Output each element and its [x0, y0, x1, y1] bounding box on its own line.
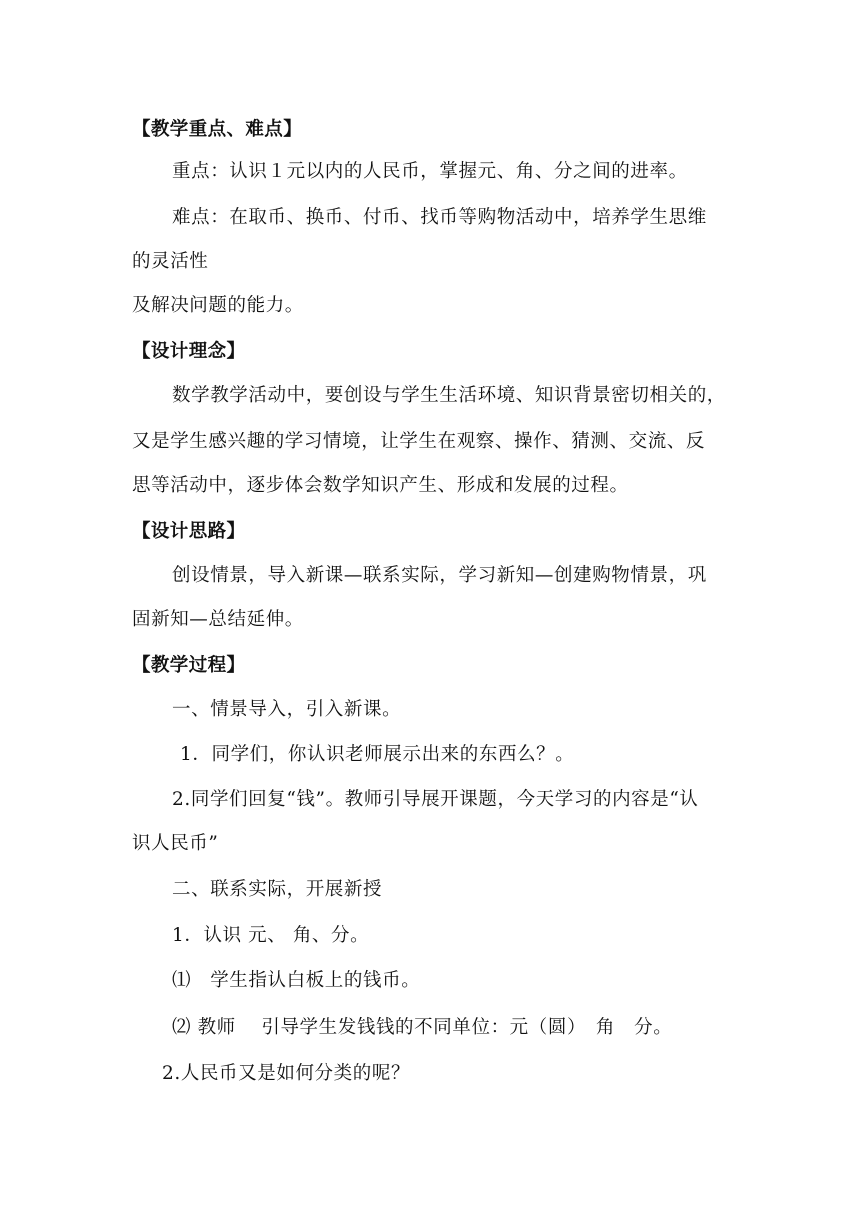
- idea-text-line1: 创设情景，导入新课—联系实际，学习新知—创建购物情景，巩: [172, 565, 707, 586]
- difficulty-text-line1: 难点：在取币、换币、付币、找币等购物活动中，培养学生思维: [172, 207, 707, 228]
- idea-text-line2: 固新知—总结延伸。: [132, 609, 304, 630]
- section2-title: 二、联系实际，开展新授: [172, 879, 383, 900]
- item2-text: 2.人民币又是如何分类的呢？: [162, 1063, 411, 1084]
- sub-item2-text: ⑵ 教师 引导学生发钱钱的不同单位：元（圆） 角 分。: [172, 1017, 673, 1038]
- heading-key-points: 【教学重点、难点】: [132, 119, 303, 140]
- heading-teaching-process: 【教学过程】: [132, 655, 246, 676]
- difficulty-text-line3: 及解决问题的能力。: [132, 295, 304, 316]
- key-point-text: 重点：认识１元以内的人民币，掌握元、角、分之间的进率。: [172, 161, 688, 182]
- step1-text: 1．同学们，你认识老师展示出来的东西么？。: [180, 744, 575, 765]
- section1-title: 一、情景导入，引入新课。: [172, 699, 402, 720]
- heading-design-idea: 【设计思路】: [132, 521, 246, 542]
- concept-text-line2: 又是学生感兴趣的学习情境，让学生在观察、操作、猜测、交流、反: [132, 431, 706, 452]
- item1-text: 1．认识 元、 角、分。: [172, 925, 370, 946]
- step2-text-line2: 识人民币”: [132, 833, 219, 854]
- concept-text-line3: 思等活动中，逐步体会数学知识产生、形成和发展的过程。: [132, 475, 629, 496]
- sub-item1-text: ⑴ 学生指认白板上的钱币。: [172, 970, 421, 991]
- step2-text-line1: 2.同学们回复“钱”。教师引导展开课题，今天学习的内容是“认: [172, 789, 699, 810]
- concept-text-line1: 数学教学活动中，要创设与学生生活环境、知识背景密切相关的，: [172, 385, 726, 406]
- difficulty-text-line2: 的灵活性: [132, 251, 209, 272]
- heading-design-concept: 【设计理念】: [132, 341, 246, 362]
